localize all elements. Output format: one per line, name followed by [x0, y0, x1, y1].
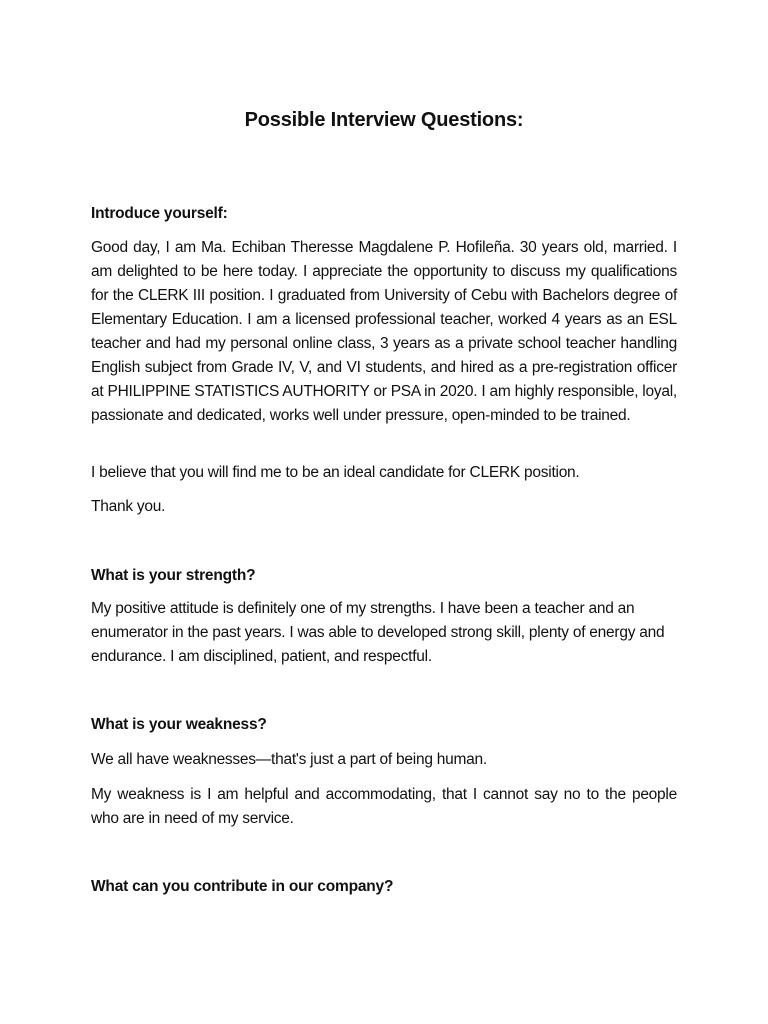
ideal-candidate-paragraph: I believe that you will find me to be an ideal candidate for CLERK position.: [91, 464, 580, 481]
section-heading-strength: What is your strength?: [91, 567, 256, 584]
section-heading-contribute: What can you contribute in our company?: [91, 878, 394, 895]
section-heading-weakness: What is your weakness?: [91, 716, 267, 733]
page-title: Possible Interview Questions:: [244, 109, 524, 132]
strength-paragraph: My positive attitude is definitely one of my strengths. I have been a teacher and an enumerator in the past years. I was able to developed strong skill, plenty of energy and endurance. I am disciplined, patient, and respectful.: [91, 600, 665, 665]
intro-paragraph: Good day, I am Ma. Echiban Theresse Magdalene P. Hofileña. 30 years old, married. I am delighted to be here today. I appreciate the opportunity to discuss my qualifications for the CLERK III position. I graduated from University of Cebu with Bachelors degree of Elementary Education. I am a licensed professional teacher, worked 4 years as an ESL teacher and had my personal online class, 3 years as a private school teacher handling English subject from Grade IV, V, and VI students, and hired as a pre-registration officer at PHILIPPINE STATISTICS AUTHORITY or PSA in 2020. I am highly responsible, loyal, passionate and dedicated, works well under pressure, open-minded to be trained.: [91, 239, 677, 424]
thank-you-paragraph: Thank you.: [91, 498, 166, 515]
section-heading-introduce-yourself: Introduce yourself:: [91, 205, 228, 222]
weakness-paragraph: My weakness is I am helpful and accommodating, that I cannot say no to the people who are in need of my service.: [91, 786, 677, 827]
weakness-intro-paragraph: We all have weaknesses—that's just a part of being human.: [91, 751, 487, 768]
